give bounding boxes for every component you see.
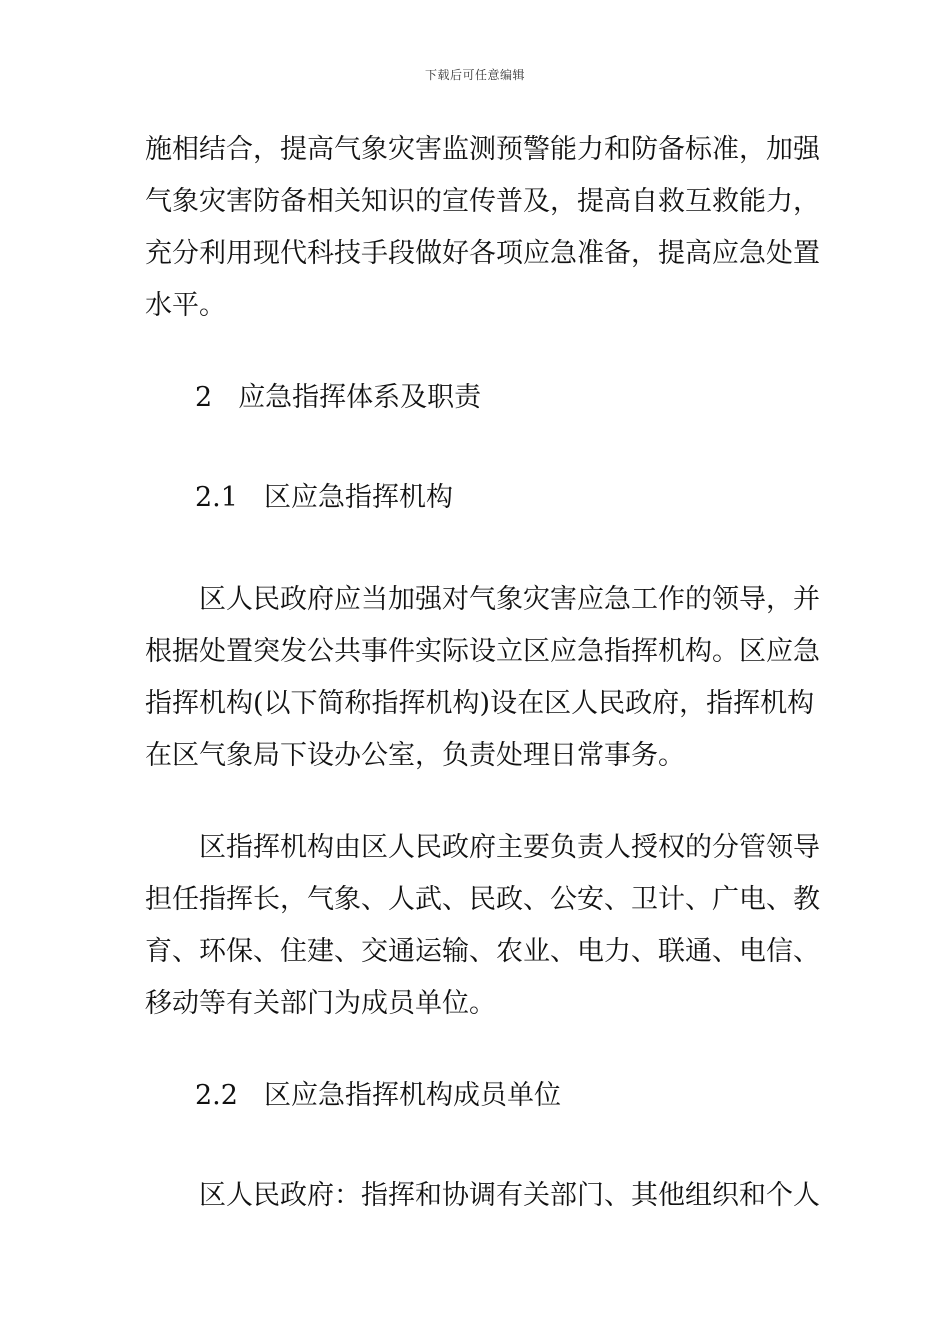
paragraph-line: 施相结合，提高气象灾害监测预警能力和防备标准，加强 bbox=[145, 134, 820, 165]
paragraph-2 bbox=[145, 574, 820, 782]
paragraph-line: 区指挥机构由区人民政府主要负责人授权的分管领导 bbox=[199, 832, 820, 863]
paragraph-3 bbox=[145, 822, 820, 1030]
paragraph-line: 充分利用现代科技手段做好各项应急准备，提高应急处置 bbox=[145, 238, 820, 269]
paragraph-line: 区人民政府：指挥和协调有关部门、其他组织和个人 bbox=[199, 1180, 820, 1211]
paragraph-line: 水平。 bbox=[145, 290, 226, 321]
paragraph-line: 育、环保、住建、交通运输、农业、电力、联通、电信、 bbox=[145, 936, 820, 967]
section-title: 区应急指挥机构成员单位 bbox=[263, 1080, 561, 1111]
paragraph-line: 根据处置突发公共事件实际设立区应急指挥机构。区应急 bbox=[145, 636, 820, 667]
page-header: 下载后可任意编辑 bbox=[424, 68, 525, 82]
paragraph-4 bbox=[145, 1170, 820, 1222]
section-number: 2.2 bbox=[195, 1080, 238, 1111]
paragraph-line: 气象灾害防备相关知识的宣传普及，提高自救互救能力， bbox=[145, 186, 820, 217]
paragraph-line: 担任指挥长，气象、人武、民政、公安、卫计、广电、教 bbox=[145, 884, 820, 915]
section-number: 2 bbox=[195, 382, 213, 413]
section-number: 2.1 bbox=[195, 482, 238, 513]
section-heading-2 bbox=[195, 372, 481, 424]
section-heading-2-1 bbox=[195, 472, 453, 524]
paragraph-line: 在区气象局下设办公室，负责处理日常事务。 bbox=[145, 740, 685, 771]
section-title: 应急指挥体系及职责 bbox=[238, 382, 482, 413]
paragraph-1 bbox=[145, 124, 820, 332]
paragraph-line: 指挥机构(以下简称指挥机构)设在区人民政府，指挥机构 bbox=[145, 688, 815, 719]
section-heading-2-2 bbox=[195, 1070, 561, 1122]
paragraph-line: 区人民政府应当加强对气象灾害应急工作的领导，并 bbox=[199, 584, 820, 615]
section-title: 区应急指挥机构 bbox=[263, 482, 453, 513]
paragraph-line: 移动等有关部门为成员单位。 bbox=[145, 988, 496, 1019]
